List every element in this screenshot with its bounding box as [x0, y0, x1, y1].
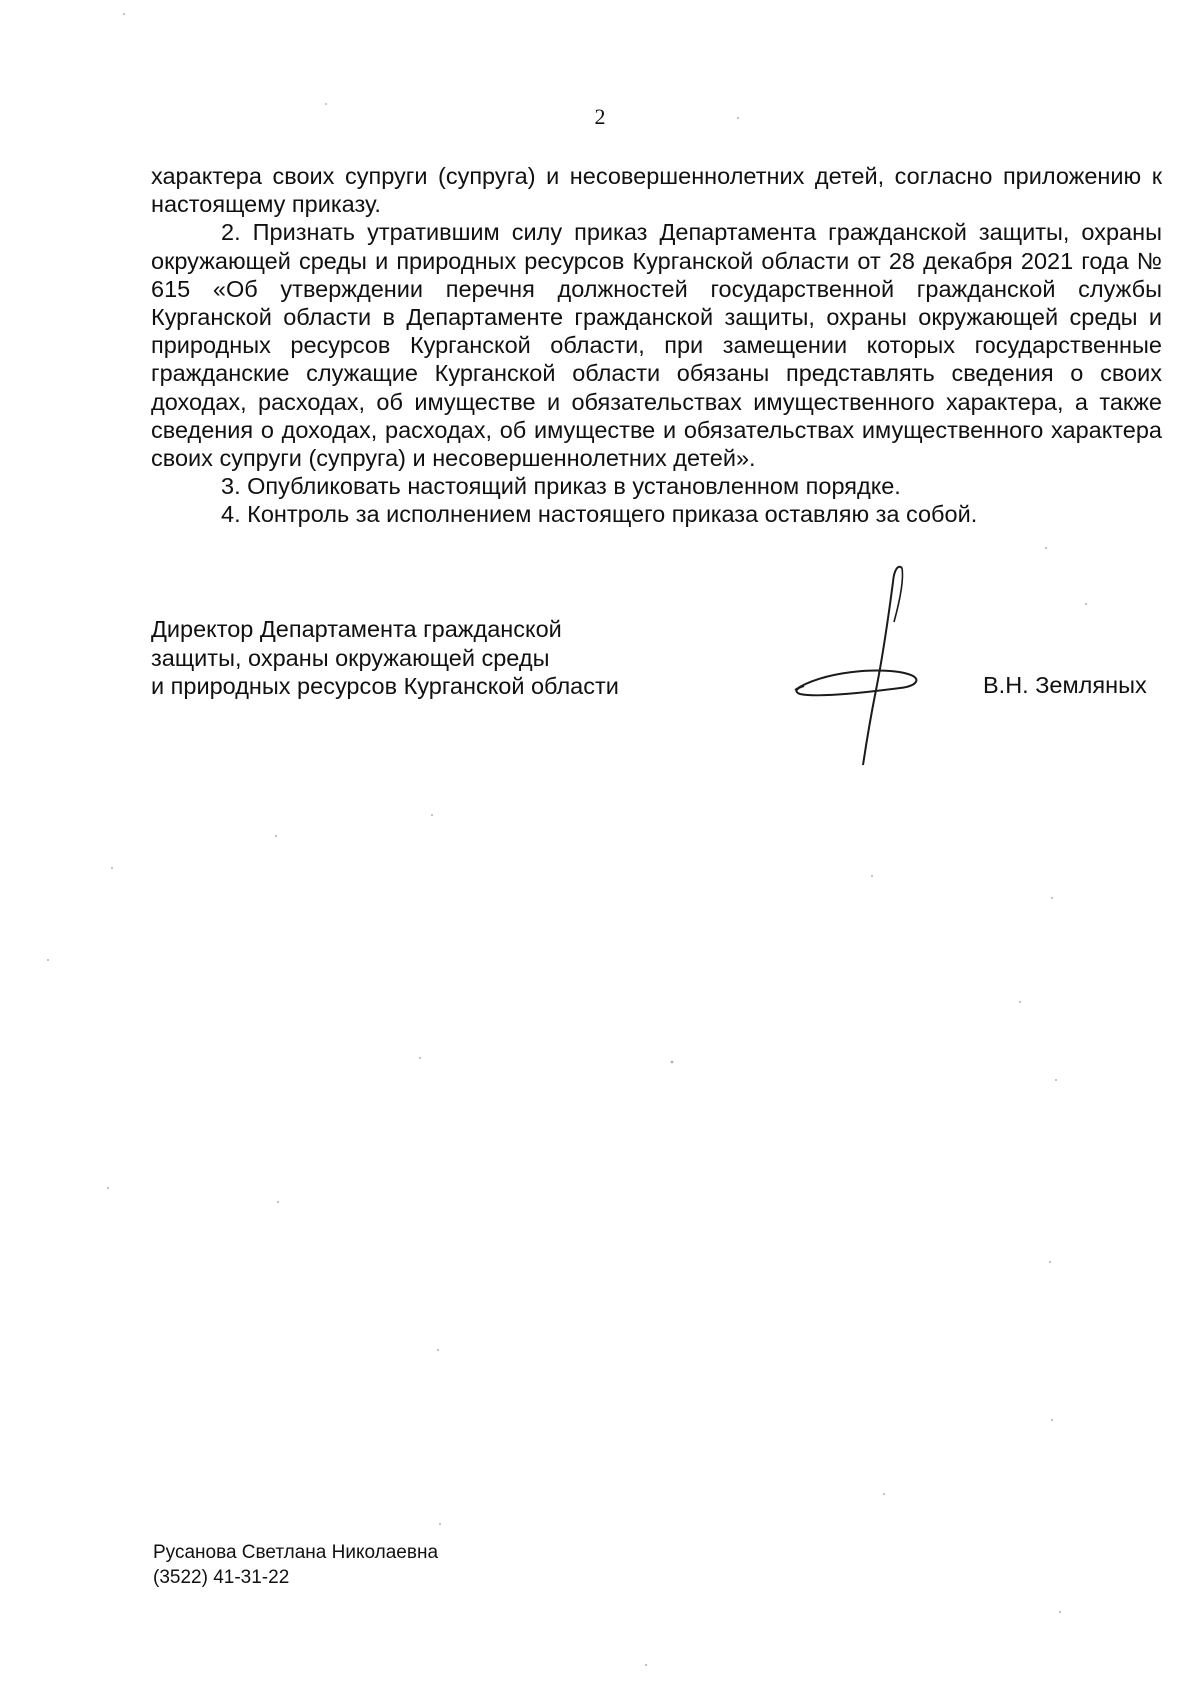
paragraph-2: 2. Признать утратившим силу приказ Департамента гражданской защиты, охраны окружающей среды и природных ресурсов Курганской области от 28 декабря 2021 года № 615 «Об утверждении перечня должностей государственной гражданской службы Курганской области в Департаменте гражданской защиты, охраны окружающей среды и природных ресурсов Курганской области, при замещении которых государственные гражданские служащие Курганской области обязаны представлять сведения о своих доходах, расходах, об имуществе и обязательствах имущественного характера, а также сведения о доходах, расходах, об имуществе и обязательствах имущественного характера своих супруги (супруга) и несовершеннолетних детей».	[151, 219, 1162, 472]
signer-name: В.Н. Земляных	[983, 672, 1147, 698]
executor-block	[153, 1540, 438, 1590]
signer-position-line-2: защиты, охраны окружающей среды	[151, 644, 550, 671]
paragraph-continuation: характера своих супруги (супруга) и несовершеннолетних детей, согласно приложению к настоящему приказу.	[151, 163, 1162, 218]
document-body	[151, 162, 1162, 529]
paragraph-3: 3. Опубликовать настоящий приказ в установленном порядке.	[221, 473, 901, 500]
executor-phone: (3522) 41-31-22	[153, 1567, 290, 1588]
signer-position	[151, 615, 619, 701]
executor-name: Русанова Светлана Николаевна	[153, 1542, 439, 1563]
handwritten-signature	[790, 560, 940, 770]
page-number: 2	[594, 104, 606, 129]
paragraph-4: 4. Контроль за исполнением настоящего приказа оставляю за собой.	[221, 501, 978, 528]
signer-position-line-3: и природных ресурсов Курганской области	[151, 673, 619, 699]
signer-position-line-1: Директор Департамента гражданской	[151, 616, 562, 642]
